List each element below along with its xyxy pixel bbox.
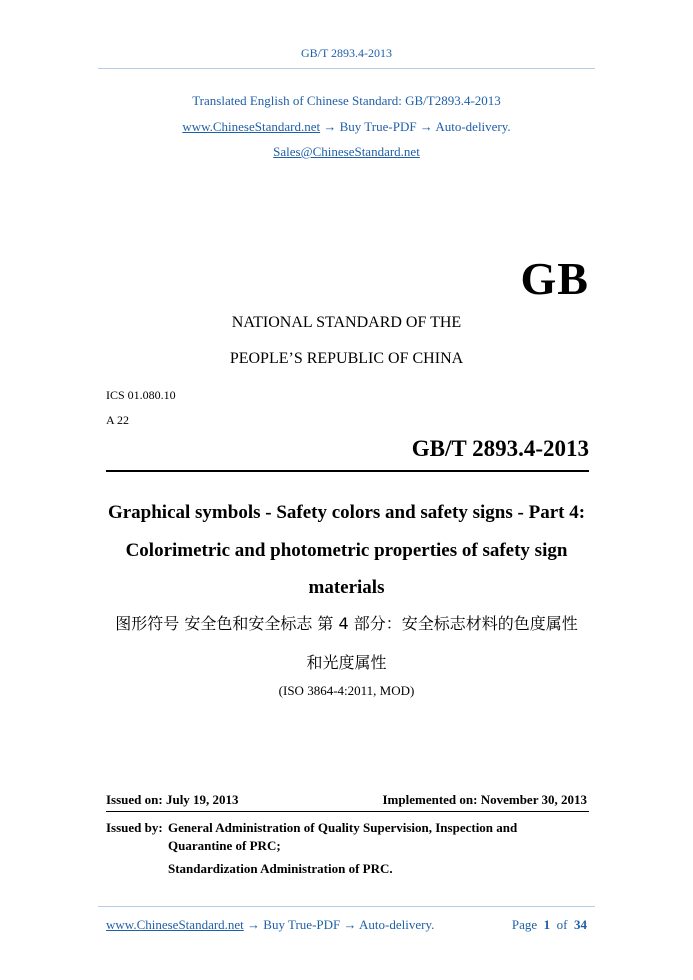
page-indicator	[512, 917, 587, 933]
translation-notice: Translated English of Chinese Standard: GB/T2893.4-2013	[192, 93, 501, 108]
title-en-line3: materials	[308, 577, 385, 598]
site-link[interactable]: www.ChineseStandard.net	[182, 119, 321, 134]
email-link[interactable]: Sales@ChineseStandard.net	[273, 144, 420, 159]
iso-reference: (ISO 3864-4:2011, MOD)	[278, 683, 415, 698]
issued-on-date: Issued on: July 19, 2013	[106, 792, 239, 807]
standard-type-line1: NATIONAL STANDARD OF THE	[231, 314, 462, 331]
page-of: of	[556, 917, 568, 932]
issuer-line1: General Administration of Quality Supervision, Inspection and	[168, 820, 518, 835]
ics-code: ICS 01.080.10	[106, 388, 176, 402]
standard-type-line2: PEOPLE’S REPUBLIC OF CHINA	[229, 350, 464, 367]
dates-divider	[106, 811, 589, 812]
gb-mark: GB	[520, 253, 589, 304]
issuer-line3: Standardization Administration of PRC.	[168, 861, 393, 876]
title-cn-line1: 图形符号 安全色和安全标志 第 4 部分：安全标志材料的色度属性	[115, 614, 578, 633]
footer-purchase-note: → Buy True-PDF → Auto-delivery.	[243, 917, 435, 932]
header-divider	[98, 68, 595, 69]
purchase-line	[0, 119, 693, 135]
purchase-note: → Buy True-PDF → Auto-delivery.	[320, 119, 511, 134]
email-line	[0, 144, 693, 160]
implemented-on-date: Implemented on: November 30, 2013	[382, 792, 587, 807]
page-label: Page	[511, 917, 538, 932]
issuer-line2: Quarantine of PRC;	[168, 838, 281, 853]
title-en-line2: Colorimetric and photometric properties of safety sign	[125, 540, 568, 561]
title-en-line1: Graphical symbols - Safety colors and safety signs - Part 4:	[107, 502, 586, 523]
issued-by-label: Issued by:	[106, 820, 163, 835]
page-total: 34	[574, 917, 587, 932]
running-header: GB/T 2893.4-2013	[300, 46, 393, 60]
footer-purchase-line	[106, 917, 434, 933]
footer-divider	[98, 906, 595, 907]
footer-site-link[interactable]: www.ChineseStandard.net	[106, 917, 244, 932]
title-divider	[106, 470, 589, 472]
ccs-code: A 22	[106, 413, 130, 427]
page-current: 1	[543, 917, 551, 932]
standard-number: GB/T 2893.4-2013	[411, 436, 589, 461]
title-cn-line2: 和光度属性	[306, 653, 387, 672]
